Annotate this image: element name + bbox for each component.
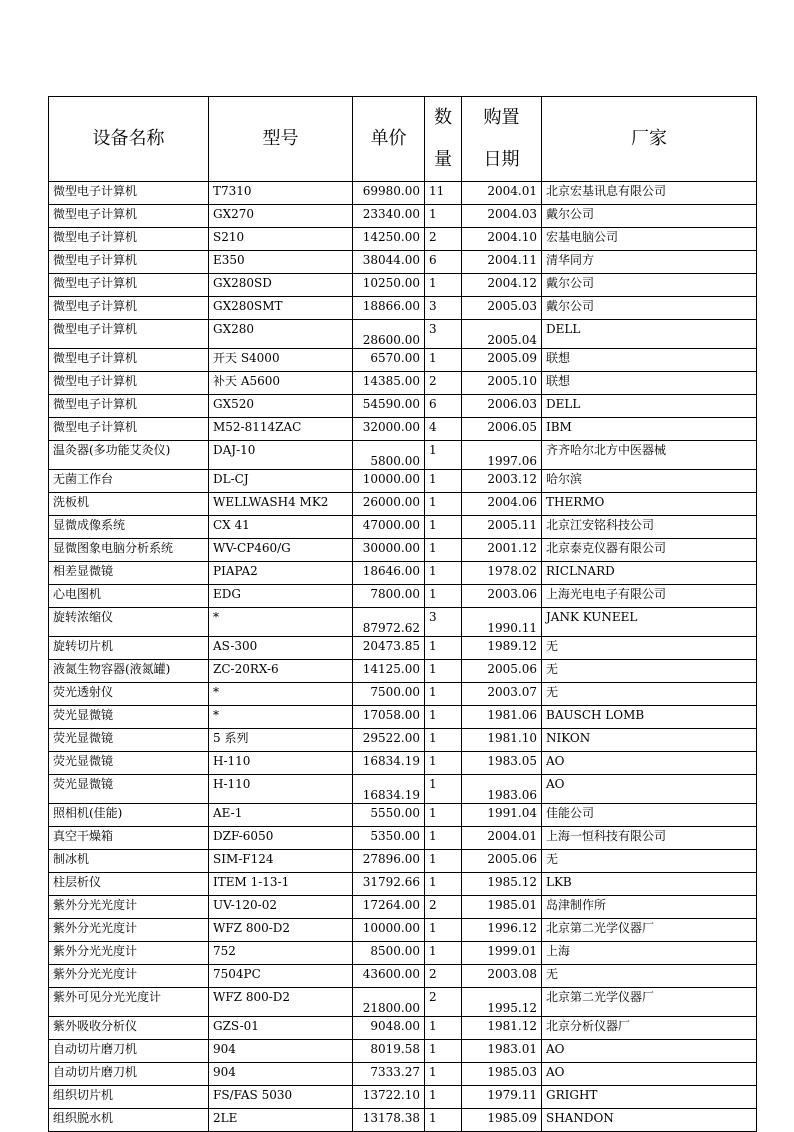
cell-maker: SHANDON: [542, 1109, 757, 1132]
table-row: [49, 470, 757, 493]
cell-qty: 2: [425, 372, 462, 395]
cell-qty: 1: [425, 1086, 462, 1109]
cell-name: 微型电子计算机: [49, 182, 209, 205]
cell-name: 微型电子计算机: [49, 274, 209, 297]
cell-date: 1999.01: [462, 942, 542, 965]
cell-price: 54590.00: [353, 395, 425, 418]
cell-maker: 北京江安铭科技公司: [542, 516, 757, 539]
cell-model: DZF-6050: [209, 827, 353, 850]
cell-date: 1995.12: [462, 988, 542, 1017]
cell-date: 2005.09: [462, 349, 542, 372]
cell-model: 904: [209, 1063, 353, 1086]
cell-name: 荧光显微镜: [49, 706, 209, 729]
cell-model: WFZ 800-D2: [209, 919, 353, 942]
header-price: 单价: [353, 97, 425, 182]
cell-qty: 1: [425, 683, 462, 706]
cell-date: 2005.10: [462, 372, 542, 395]
cell-maker: NIKON: [542, 729, 757, 752]
table-row: [49, 493, 757, 516]
cell-maker: 戴尔公司: [542, 274, 757, 297]
cell-model: SIM-F124: [209, 850, 353, 873]
table-row: [49, 205, 757, 228]
cell-maker: 无: [542, 965, 757, 988]
cell-date: 2004.12: [462, 274, 542, 297]
table-row: [49, 1063, 757, 1086]
cell-model: GX280SMT: [209, 297, 353, 320]
table-row: [49, 1109, 757, 1132]
cell-model: 904: [209, 1040, 353, 1063]
header-date: [462, 97, 542, 182]
cell-price: 43600.00: [353, 965, 425, 988]
cell-name: 紫外分光光度计: [49, 942, 209, 965]
table-row: [49, 706, 757, 729]
cell-name: 心电图机: [49, 585, 209, 608]
cell-model: 7504PC: [209, 965, 353, 988]
cell-date: 2003.06: [462, 585, 542, 608]
cell-maker: LKB: [542, 873, 757, 896]
cell-name: 微型电子计算机: [49, 418, 209, 441]
cell-name: 紫外分光光度计: [49, 965, 209, 988]
cell-model: GX280SD: [209, 274, 353, 297]
cell-name: 荧光显微镜: [49, 775, 209, 804]
cell-price: 26000.00: [353, 493, 425, 516]
header-name: 设备名称: [49, 97, 209, 182]
cell-date: 1981.12: [462, 1017, 542, 1040]
cell-model: *: [209, 608, 353, 637]
cell-qty: 4: [425, 418, 462, 441]
cell-date: 1979.11: [462, 1086, 542, 1109]
cell-price: 47000.00: [353, 516, 425, 539]
table-row: [49, 775, 757, 804]
table-row: [49, 827, 757, 850]
cell-qty: 2: [425, 228, 462, 251]
cell-name: 制冰机: [49, 850, 209, 873]
cell-name: 微型电子计算机: [49, 297, 209, 320]
cell-name: 显微图象电脑分析系统: [49, 539, 209, 562]
cell-maker: JANK KUNEEL: [542, 608, 757, 637]
cell-qty: 1: [425, 1017, 462, 1040]
cell-model: H-110: [209, 775, 353, 804]
cell-maker: 上海一恒科技有限公司: [542, 827, 757, 850]
cell-price: 69980.00: [353, 182, 425, 205]
cell-name: 洗板机: [49, 493, 209, 516]
table-row: [49, 919, 757, 942]
cell-model: 2LE: [209, 1109, 353, 1132]
table-row: [49, 850, 757, 873]
cell-model: 开天 S4000: [209, 349, 353, 372]
cell-maker: IBM: [542, 418, 757, 441]
cell-price: 29522.00: [353, 729, 425, 752]
cell-date: 1981.06: [462, 706, 542, 729]
table-row: [49, 274, 757, 297]
cell-model: E350: [209, 251, 353, 274]
cell-date: 2006.03: [462, 395, 542, 418]
cell-date: 2004.03: [462, 205, 542, 228]
cell-maker: AO: [542, 1063, 757, 1086]
table-row: [49, 585, 757, 608]
cell-model: DL-CJ: [209, 470, 353, 493]
cell-name: 照相机(佳能): [49, 804, 209, 827]
cell-model: GX280: [209, 320, 353, 349]
cell-qty: 1: [425, 1109, 462, 1132]
cell-maker: 北京泰克仪器有限公司: [542, 539, 757, 562]
cell-date: 2003.08: [462, 965, 542, 988]
cell-name: 紫外吸收分析仪: [49, 1017, 209, 1040]
cell-maker: 联想: [542, 349, 757, 372]
header-qty-line1: 数: [434, 107, 452, 128]
cell-qty: 1: [425, 441, 462, 470]
cell-maker: 戴尔公司: [542, 297, 757, 320]
table-row: [49, 539, 757, 562]
cell-date: 2005.03: [462, 297, 542, 320]
cell-qty: 1: [425, 562, 462, 585]
cell-name: 温灸器(多功能艾灸仪): [49, 441, 209, 470]
cell-date: 1985.09: [462, 1109, 542, 1132]
cell-price: 32000.00: [353, 418, 425, 441]
cell-price: 23340.00: [353, 205, 425, 228]
cell-maker: 无: [542, 660, 757, 683]
cell-maker: THERMO: [542, 493, 757, 516]
cell-qty: 11: [425, 182, 462, 205]
cell-name: 紫外分光光度计: [49, 919, 209, 942]
cell-model: GX270: [209, 205, 353, 228]
table-row: [49, 729, 757, 752]
table-row: [49, 395, 757, 418]
cell-date: 1983.06: [462, 775, 542, 804]
cell-name: 柱层析仪: [49, 873, 209, 896]
cell-maker: GRIGHT: [542, 1086, 757, 1109]
cell-qty: 1: [425, 775, 462, 804]
cell-date: 2004.10: [462, 228, 542, 251]
cell-date: 1985.12: [462, 873, 542, 896]
cell-date: 1981.10: [462, 729, 542, 752]
cell-date: 2005.11: [462, 516, 542, 539]
cell-date: 2004.06: [462, 493, 542, 516]
table-row: [49, 320, 757, 349]
cell-date: 2003.07: [462, 683, 542, 706]
cell-date: 2005.04: [462, 320, 542, 349]
cell-name: 组织切片机: [49, 1086, 209, 1109]
cell-qty: 2: [425, 965, 462, 988]
header-maker: 厂家: [542, 97, 757, 182]
cell-date: 1978.02: [462, 562, 542, 585]
cell-model: *: [209, 683, 353, 706]
cell-qty: 6: [425, 395, 462, 418]
cell-qty: 2: [425, 896, 462, 919]
cell-date: 1985.01: [462, 896, 542, 919]
cell-date: 1991.04: [462, 804, 542, 827]
cell-qty: 1: [425, 873, 462, 896]
cell-qty: 1: [425, 205, 462, 228]
cell-name: 旋转浓缩仪: [49, 608, 209, 637]
cell-price: 8019.58: [353, 1040, 425, 1063]
table-row: [49, 988, 757, 1017]
cell-price: 10250.00: [353, 274, 425, 297]
cell-price: 20473.85: [353, 637, 425, 660]
cell-model: CX 41: [209, 516, 353, 539]
cell-maker: 岛津制作所: [542, 896, 757, 919]
table-header-row: [49, 97, 757, 182]
cell-name: 荧光透射仪: [49, 683, 209, 706]
cell-qty: 1: [425, 1063, 462, 1086]
cell-model: H-110: [209, 752, 353, 775]
cell-price: 9048.00: [353, 1017, 425, 1040]
cell-maker: AO: [542, 752, 757, 775]
cell-date: 1997.06: [462, 441, 542, 470]
cell-model: WELLWASH4 MK2: [209, 493, 353, 516]
cell-qty: 1: [425, 493, 462, 516]
cell-model: UV-120-02: [209, 896, 353, 919]
header-date-line1: 购置: [483, 107, 520, 128]
cell-price: 14125.00: [353, 660, 425, 683]
cell-date: 1989.12: [462, 637, 542, 660]
cell-model: *: [209, 706, 353, 729]
cell-name: 荧光显微镜: [49, 729, 209, 752]
cell-qty: 6: [425, 251, 462, 274]
cell-model: WV-CP460/G: [209, 539, 353, 562]
cell-name: 微型电子计算机: [49, 205, 209, 228]
cell-maker: 齐齐哈尔北方中医器械: [542, 441, 757, 470]
cell-name: 液氮生物容器(液氮罐): [49, 660, 209, 683]
table-row: [49, 752, 757, 775]
cell-price: 30000.00: [353, 539, 425, 562]
header-date-line2: 日期: [483, 149, 520, 170]
cell-qty: 3: [425, 297, 462, 320]
table-row: [49, 251, 757, 274]
cell-price: 5550.00: [353, 804, 425, 827]
cell-price: 17058.00: [353, 706, 425, 729]
cell-model: T7310: [209, 182, 353, 205]
cell-name: 组织脱水机: [49, 1109, 209, 1132]
cell-qty: 1: [425, 942, 462, 965]
cell-qty: 1: [425, 660, 462, 683]
table-row: [49, 965, 757, 988]
cell-date: 2004.11: [462, 251, 542, 274]
cell-maker: RICLNARD: [542, 562, 757, 585]
cell-model: AE-1: [209, 804, 353, 827]
cell-name: 微型电子计算机: [49, 228, 209, 251]
table-row: [49, 1086, 757, 1109]
cell-qty: 1: [425, 585, 462, 608]
cell-qty: 3: [425, 320, 462, 349]
cell-price: 13178.38: [353, 1109, 425, 1132]
cell-maker: 北京宏基讯息有限公司: [542, 182, 757, 205]
cell-price: 6570.00: [353, 349, 425, 372]
cell-date: 2004.01: [462, 827, 542, 850]
table-row: [49, 441, 757, 470]
cell-maker: 宏基电脑公司: [542, 228, 757, 251]
cell-model: FS/FAS 5030: [209, 1086, 353, 1109]
cell-price: 87972.62: [353, 608, 425, 637]
cell-qty: 1: [425, 637, 462, 660]
cell-price: 18646.00: [353, 562, 425, 585]
cell-maker: AO: [542, 775, 757, 804]
table-row: [49, 683, 757, 706]
cell-model: M52-8114ZAC: [209, 418, 353, 441]
cell-model: AS-300: [209, 637, 353, 660]
cell-model: S210: [209, 228, 353, 251]
cell-date: 1983.01: [462, 1040, 542, 1063]
cell-model: 5 系列: [209, 729, 353, 752]
cell-date: 1990.11: [462, 608, 542, 637]
cell-date: 1983.05: [462, 752, 542, 775]
cell-qty: 1: [425, 919, 462, 942]
cell-qty: 1: [425, 470, 462, 493]
cell-maker: DELL: [542, 395, 757, 418]
cell-price: 10000.00: [353, 919, 425, 942]
cell-model: 补天 A5600: [209, 372, 353, 395]
cell-maker: 戴尔公司: [542, 205, 757, 228]
cell-maker: 北京第二光学仪器厂: [542, 919, 757, 942]
cell-maker: AO: [542, 1040, 757, 1063]
cell-price: 13722.10: [353, 1086, 425, 1109]
cell-maker: 北京第二光学仪器厂: [542, 988, 757, 1017]
cell-price: 8500.00: [353, 942, 425, 965]
cell-price: 18866.00: [353, 297, 425, 320]
cell-maker: 上海光电电子有限公司: [542, 585, 757, 608]
cell-price: 14385.00: [353, 372, 425, 395]
cell-qty: 1: [425, 706, 462, 729]
cell-price: 16834.19: [353, 775, 425, 804]
table-row: [49, 873, 757, 896]
table-row: [49, 1040, 757, 1063]
cell-maker: 联想: [542, 372, 757, 395]
cell-name: 紫外分光光度计: [49, 896, 209, 919]
cell-model: WFZ 800-D2: [209, 988, 353, 1017]
cell-price: 5350.00: [353, 827, 425, 850]
cell-maker: 无: [542, 683, 757, 706]
cell-date: 2003.12: [462, 470, 542, 493]
cell-name: 微型电子计算机: [49, 320, 209, 349]
cell-maker: 清华同方: [542, 251, 757, 274]
cell-qty: 1: [425, 1040, 462, 1063]
cell-name: 旋转切片机: [49, 637, 209, 660]
table-row: [49, 637, 757, 660]
cell-maker: 上海: [542, 942, 757, 965]
cell-qty: 1: [425, 539, 462, 562]
cell-price: 14250.00: [353, 228, 425, 251]
cell-price: 7800.00: [353, 585, 425, 608]
cell-price: 38044.00: [353, 251, 425, 274]
cell-name: 无菌工作台: [49, 470, 209, 493]
cell-name: 真空干燥箱: [49, 827, 209, 850]
cell-price: 5800.00: [353, 441, 425, 470]
table-row: [49, 349, 757, 372]
cell-price: 7500.00: [353, 683, 425, 706]
cell-name: 显微成像系统: [49, 516, 209, 539]
cell-name: 自动切片磨刀机: [49, 1063, 209, 1086]
table-row: [49, 942, 757, 965]
cell-date: 2001.12: [462, 539, 542, 562]
cell-qty: 1: [425, 804, 462, 827]
table-body: [49, 182, 757, 1132]
cell-price: 21800.00: [353, 988, 425, 1017]
cell-qty: 3: [425, 608, 462, 637]
header-qty-line2: 量: [434, 149, 452, 170]
cell-date: 2004.01: [462, 182, 542, 205]
equipment-table: [48, 96, 757, 1132]
header-model: 型号: [209, 97, 353, 182]
cell-qty: 2: [425, 988, 462, 1017]
table-row: [49, 372, 757, 395]
cell-price: 16834.19: [353, 752, 425, 775]
cell-qty: 1: [425, 516, 462, 539]
cell-maker: BAUSCH LOMB: [542, 706, 757, 729]
cell-maker: 哈尔滨: [542, 470, 757, 493]
cell-maker: 北京分析仪器厂: [542, 1017, 757, 1040]
header-qty: [425, 97, 462, 182]
cell-model: DAJ-10: [209, 441, 353, 470]
cell-maker: 佳能公司: [542, 804, 757, 827]
table-row: [49, 418, 757, 441]
cell-model: PIAPA2: [209, 562, 353, 585]
table-row: [49, 896, 757, 919]
table-row: [49, 608, 757, 637]
cell-name: 自动切片磨刀机: [49, 1040, 209, 1063]
cell-qty: 1: [425, 349, 462, 372]
cell-qty: 1: [425, 274, 462, 297]
cell-qty: 1: [425, 729, 462, 752]
cell-qty: 1: [425, 850, 462, 873]
cell-maker: DELL: [542, 320, 757, 349]
cell-qty: 1: [425, 752, 462, 775]
cell-maker: 无: [542, 850, 757, 873]
cell-price: 31792.66: [353, 873, 425, 896]
cell-maker: 无: [542, 637, 757, 660]
cell-model: GX520: [209, 395, 353, 418]
cell-date: 1996.12: [462, 919, 542, 942]
cell-name: 微型电子计算机: [49, 395, 209, 418]
cell-qty: 1: [425, 827, 462, 850]
cell-model: ITEM 1-13-1: [209, 873, 353, 896]
cell-name: 微型电子计算机: [49, 251, 209, 274]
table-row: [49, 804, 757, 827]
table-row: [49, 182, 757, 205]
cell-date: 2005.06: [462, 850, 542, 873]
cell-name: 相差显微镜: [49, 562, 209, 585]
cell-price: 27896.00: [353, 850, 425, 873]
cell-date: 2005.06: [462, 660, 542, 683]
table-row: [49, 562, 757, 585]
cell-name: 荧光显微镜: [49, 752, 209, 775]
cell-price: 7333.27: [353, 1063, 425, 1086]
table-row: [49, 660, 757, 683]
cell-name: 微型电子计算机: [49, 372, 209, 395]
table-row: [49, 297, 757, 320]
cell-price: 28600.00: [353, 320, 425, 349]
cell-model: GZS-01: [209, 1017, 353, 1040]
table-row: [49, 228, 757, 251]
cell-model: EDG: [209, 585, 353, 608]
table-row: [49, 1017, 757, 1040]
cell-price: 17264.00: [353, 896, 425, 919]
cell-name: 紫外可见分光光度计: [49, 988, 209, 1017]
cell-model: 752: [209, 942, 353, 965]
cell-date: 1985.03: [462, 1063, 542, 1086]
cell-model: ZC-20RX-6: [209, 660, 353, 683]
cell-name: 微型电子计算机: [49, 349, 209, 372]
cell-date: 2006.05: [462, 418, 542, 441]
cell-price: 10000.00: [353, 470, 425, 493]
table-row: [49, 516, 757, 539]
